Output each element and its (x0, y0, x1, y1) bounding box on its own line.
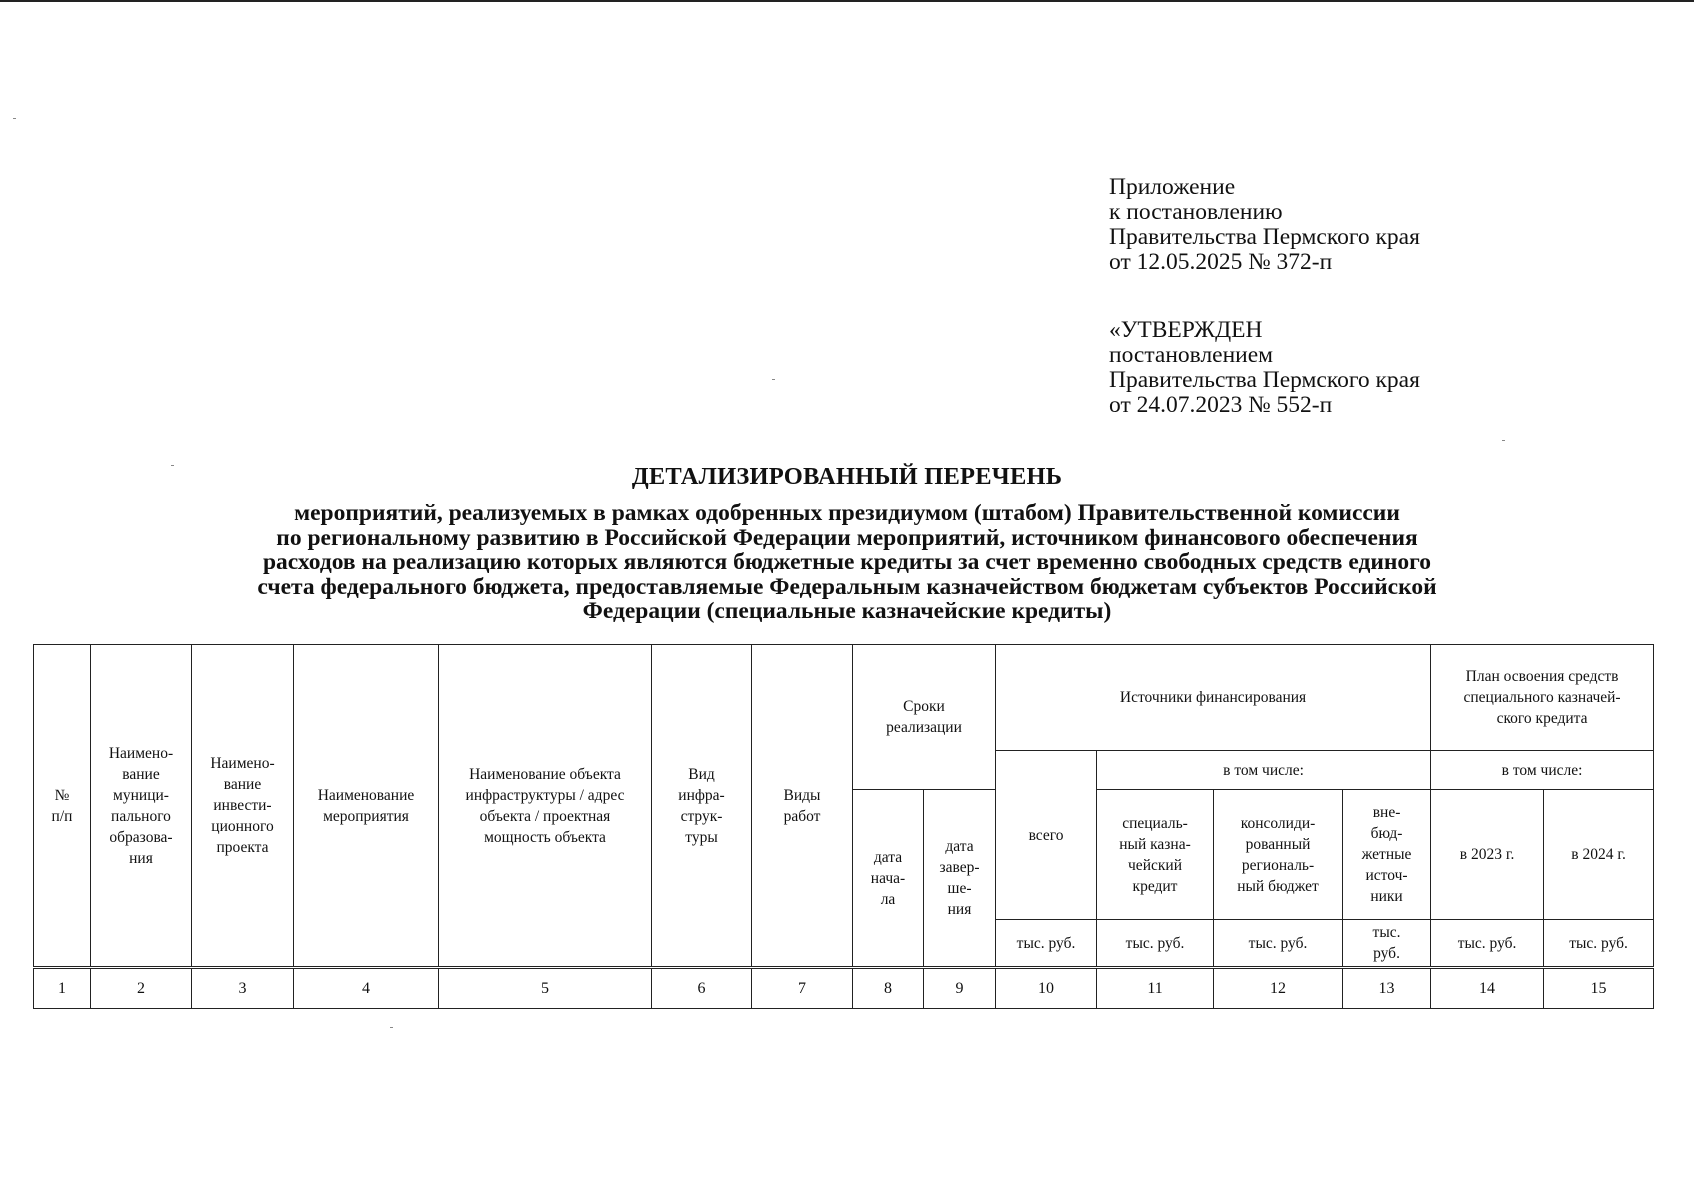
unit-year-2024: тыс. руб. (1544, 920, 1654, 968)
column-number: 9 (924, 968, 996, 1009)
header-municipality: Наимено- вание муници- пального образова- ния (91, 645, 192, 968)
approved-line: постановлением (1109, 342, 1274, 368)
header-extra-budget: вне- бюд- жетные источ- ники (1343, 790, 1431, 920)
header-including-funding: в том числе: (1097, 751, 1431, 790)
approved-line: Правительства Пермского края (1109, 367, 1420, 393)
scan-speck (1502, 440, 1505, 441)
subtitle-line: расходов на реализацию которых являются бюджетные кредиты за счет временно свободных средств единого (262, 549, 1431, 575)
column-number: 6 (652, 968, 752, 1009)
page-top-edge (0, 0, 1694, 2)
header-year-2023: в 2023 г. (1431, 790, 1544, 920)
column-number: 13 (1343, 968, 1431, 1009)
annex-block (1109, 175, 1420, 275)
column-number: 5 (439, 968, 652, 1009)
column-number: 11 (1097, 968, 1214, 1009)
scan-speck (772, 379, 775, 380)
annex-line: к постановлению (1109, 199, 1283, 225)
column-number: 14 (1431, 968, 1544, 1009)
column-number: 1 (34, 968, 91, 1009)
column-number: 3 (192, 968, 294, 1009)
header-plan: План освоения средств специального казначей- ского кредита (1431, 645, 1654, 751)
subtitle-line: Федерации (специальные казначейские кредиты) (582, 598, 1112, 624)
header-year-2024: в 2024 г. (1544, 790, 1654, 920)
subtitle-line: мероприятий, реализуемых в рамках одобренных президиумом (штабом) Правительственной комиссии (294, 500, 1400, 526)
header-infra-type: Вид инфра- струк- туры (652, 645, 752, 968)
events-table (33, 644, 1654, 1009)
annex-line: Правительства Пермского края (1109, 224, 1420, 250)
column-number: 4 (294, 968, 439, 1009)
header-start-date: дата нача- ла (853, 790, 924, 968)
unit-total: тыс. руб. (996, 920, 1097, 968)
subtitle-line: по региональному развитию в Российской Федерации мероприятий, источником финансового обеспечения (276, 524, 1418, 551)
subtitle-line: счета федерального бюджета, предоставляемые Федеральным казначейством бюджетам субъектов Российской (257, 573, 1437, 600)
approved-line: от 24.07.2023 № 552-п (1109, 392, 1333, 418)
header-including-plan: в том числе: (1431, 751, 1654, 790)
scan-speck (13, 118, 16, 119)
header-terms: Сроки реализации (853, 645, 996, 790)
unit-special-credit: тыс. руб. (1097, 920, 1214, 968)
header-consolidated-budget: консолиди- рованный региональ- ный бюджет (1214, 790, 1343, 920)
approved-block (1109, 318, 1420, 418)
document-subtitle (0, 501, 1694, 624)
header-funding-sources: Источники финансирования (996, 645, 1431, 751)
column-number: 15 (1544, 968, 1654, 1009)
approved-line: «УТВЕРЖДЕН (1109, 317, 1263, 343)
column-number: 8 (853, 968, 924, 1009)
scan-speck (390, 1027, 393, 1028)
header-end-date: дата завер- ше- ния (924, 790, 996, 968)
annex-line: Приложение (1109, 174, 1236, 200)
header-investment-project: Наимено- вание инвести- ционного проекта (192, 645, 294, 968)
column-number: 7 (752, 968, 853, 1009)
header-work-types: Виды работ (752, 645, 853, 968)
document-title: ДЕТАЛИЗИРОВАННЫЙ ПЕРЕЧЕНЬ (631, 463, 1063, 490)
unit-year-2023: тыс. руб. (1431, 920, 1544, 968)
unit-consolidated-budget: тыс. руб. (1214, 920, 1343, 968)
header-object-name: Наименование объекта инфраструктуры / адрес объекта / проектная мощность объекта (439, 645, 652, 968)
scan-speck (171, 465, 174, 466)
header-num: № п/п (34, 645, 91, 968)
header-event-name: Наименование мероприятия (294, 645, 439, 968)
unit-extra-budget: тыс. руб. (1343, 920, 1431, 968)
column-number: 2 (91, 968, 192, 1009)
column-number: 10 (996, 968, 1097, 1009)
column-number: 12 (1214, 968, 1343, 1009)
annex-line: от 12.05.2025 № 372-п (1109, 249, 1333, 275)
header-special-credit: специаль- ный казна- чейский кредит (1097, 790, 1214, 920)
header-total: всего (996, 751, 1097, 920)
